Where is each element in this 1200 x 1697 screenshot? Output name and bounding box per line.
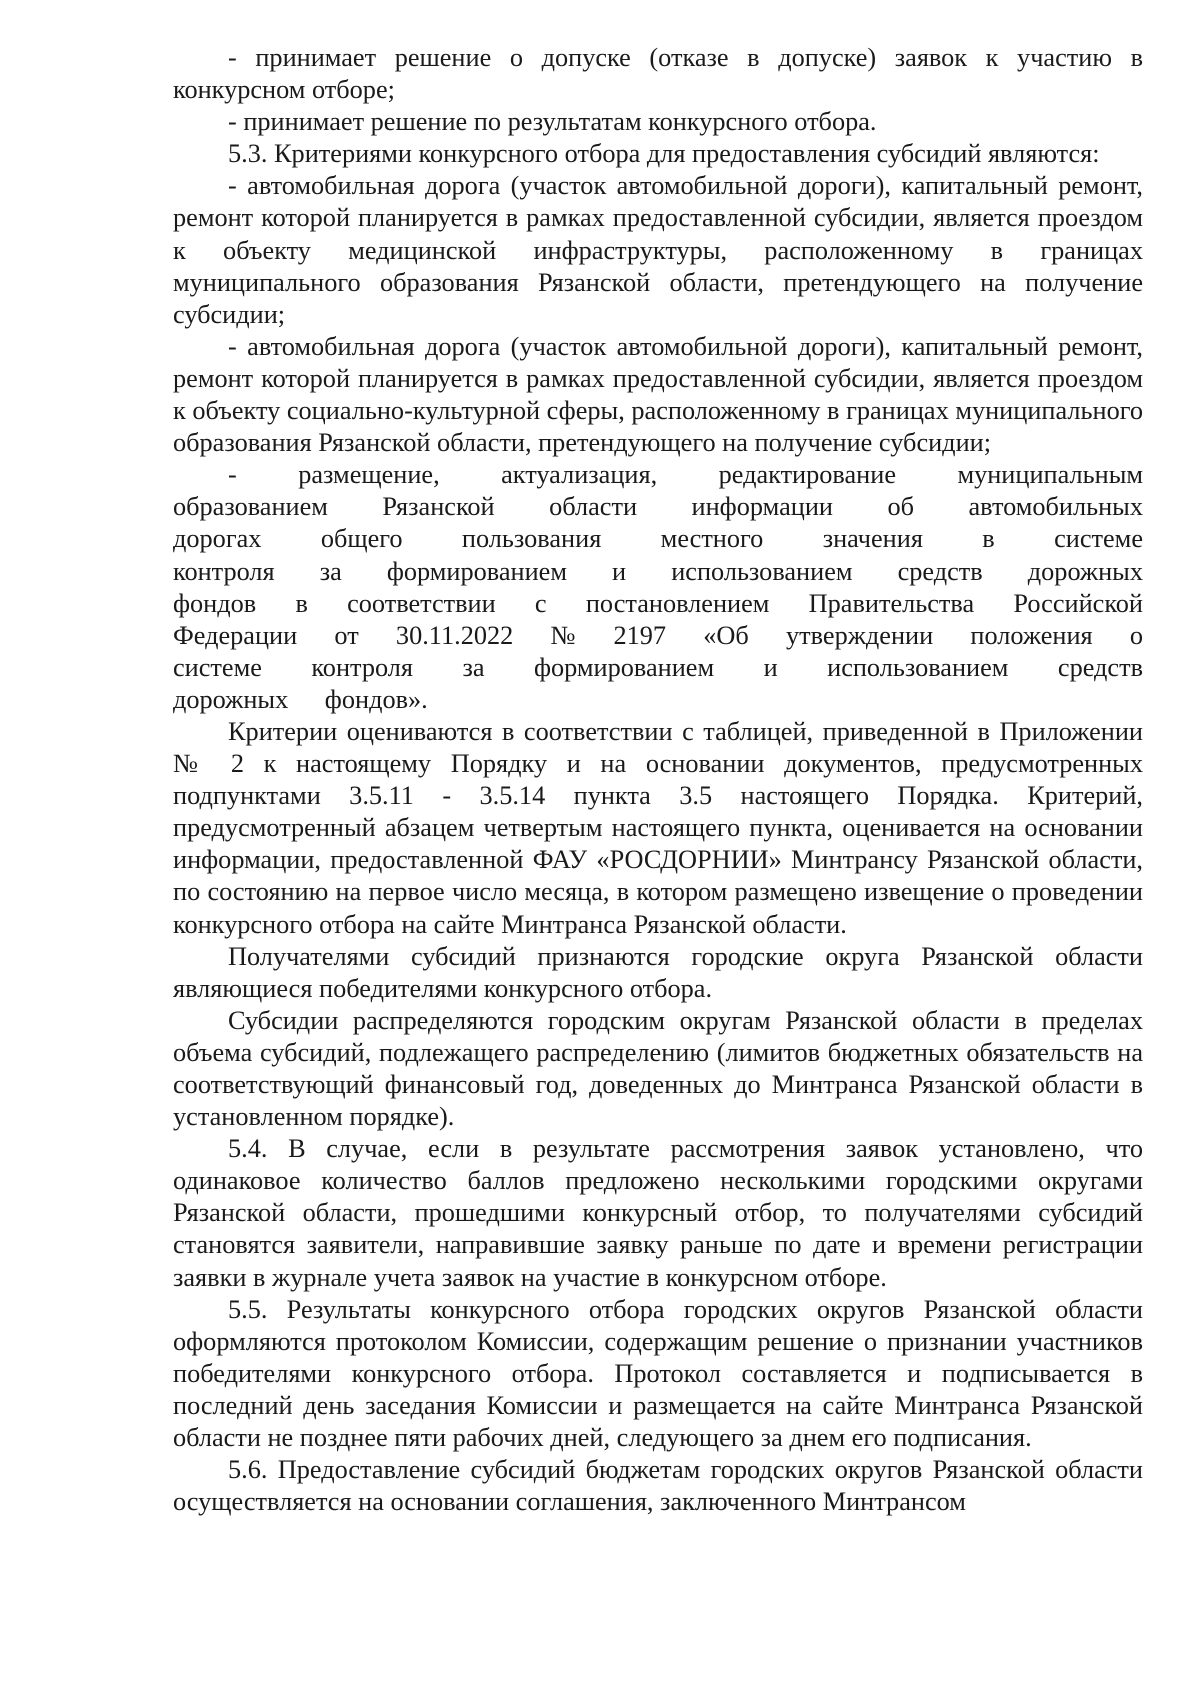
document-page — [173, 42, 1143, 1518]
paragraph-admission-decision: - принимает решение о допуске (отказе в допуске) заявок к участию в конкурсном отборе; — [173, 43, 1143, 105]
paragraph-criterion-medical: - автомобильная дорога (участок автомобильной дороги), капитальный ремонт, ремонт которой планируется в рамках предоставленной субсидии, является проездом к объекту медицинской инфраструктуры, расположенному в границах муниципального образования Рязанской области, претендующего на получение субсидии; — [173, 171, 1143, 329]
paragraph-criterion-sociocultural: - автомобильная дорога (участок автомобильной дороги), капитальный ремонт, ремонт которой планируется в рамках предоставленной субсидии, является проездом к объекту социально-культурной сферы, расположенному в границах муниципального образования Рязанской области, претендующего на получение субсидии; — [173, 331, 1143, 458]
paragraph-criterion-road-info: - размещение, актуализация, редактирование муниципальным образованием Рязанской области информации об автомобильных дорогах общего пользования местного значения в системе контроля за формированием и использованием средств дорожных фондов в соответствии с постановлением Правительства Российской Федерации от 30.11.2022 № 2197 «Об утверждении положения о системе контроля за формированием и использованием средств дорожных фондов». — [173, 460, 1143, 714]
paragraph-5-5-results: 5.5. Результаты конкурсного отбора городских округов Рязанской области оформляются протоколом Комиссии, содержащим решение о признании участников победителями конкурсного отбора. Протокол составляется и подписывается в последний день заседания Комиссии и размещается на сайте Минтранса Рязанской области не позднее пяти рабочих дней, следующего за днем его подписания. — [173, 1294, 1143, 1453]
paragraph-5-3-criteria: 5.3. Критериями конкурсного отбора для предоставления субсидий являются: — [228, 139, 1100, 169]
paragraph-5-6-provision: 5.6. Предоставление субсидий бюджетам городских округов Рязанской области осуществляется на основании соглашения, заключенного Минтрансом — [173, 1455, 1143, 1517]
paragraph-criteria-evaluation: Критерии оцениваются в соответствии с таблицей, приведенной в Приложении № 2 к настоящему Порядку и на основании документов, предусмотренных подпунктами 3.5.11 - 3.5.14 пункта 3.5 настоящего Порядка. Критерий, предусмотренный абзацем четвертым настоящего пункта, оценивается на основании информации, предоставленной ФАУ «РОСДОРНИИ» Минтрансу Рязанской области, по состоянию на первое число месяца, в котором размещено извещение о проведении конкурсного отбора на сайте Минтранса Рязанской области. — [173, 716, 1143, 939]
paragraph-recipients: Получателями субсидий признаются городские округа Рязанской области являющиеся победителями конкурсного отбора. — [173, 941, 1143, 1003]
paragraph-distribution: Субсидии распределяются городским округам Рязанской области в пределах объема субсидий, подлежащего распределению (лимитов бюджетных обязательств на соответствующий финансовый год, доведенных до Минтранса Рязанской области в установленном порядке). — [173, 1005, 1143, 1132]
paragraph-results-decision: - принимает решение по результатам конкурсного отбора. — [228, 107, 877, 137]
paragraph-5-4-equal-points: 5.4. В случае, если в результате рассмотрения заявок установлено, что одинаковое количество баллов предложено несколькими городскими округами Рязанской области, прошедшими конкурсный отбор, то получателями субсидий становятся заявители, направившие заявку раньше по дате и времени регистрации заявки в журнале учета заявок на участие в конкурсном отборе. — [173, 1134, 1143, 1292]
